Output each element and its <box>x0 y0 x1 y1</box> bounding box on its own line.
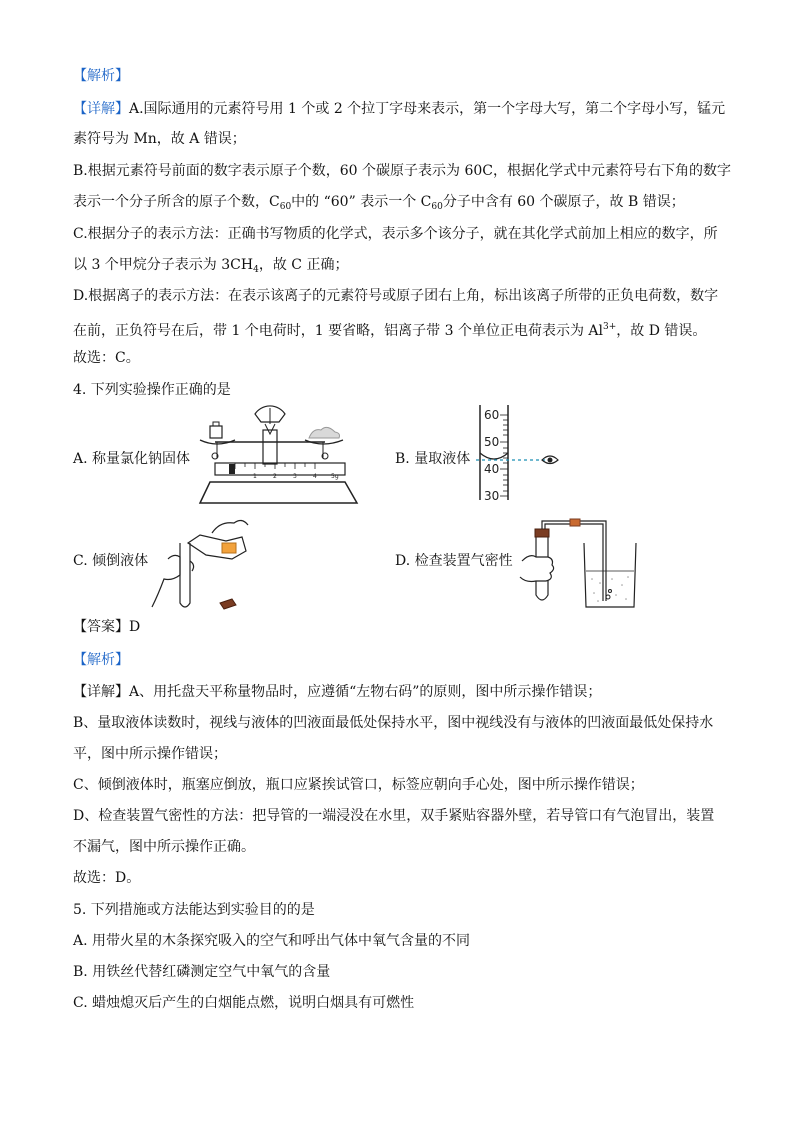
answer-choice-q4: 故选：D。 <box>73 870 141 886</box>
analysis-a-line1 <box>73 99 725 119</box>
pouring-liquid-diagram <box>150 515 250 615</box>
analysis-heading-q4: 【解析】 <box>73 652 129 668</box>
text-segment: ，故 C 正确； <box>258 257 349 273</box>
analysis-q4-c-line1: C、倾倒液体时，瓶塞应倒放，瓶口应紧挨试管口，标签应朝向手心处，图中所示操作错误； <box>73 777 644 793</box>
analysis-b-line1: B.根据元素符号前面的数字表示原子个数，60 个碳原子表示为 60C，根据化学式中元素符号右下角的数字 <box>73 163 731 179</box>
analysis-c-line2 <box>73 255 348 280</box>
analysis-a-text: A.国际通用的元素符号用 1 个或 2 个拉丁字母来表示，第一个字母大写，第二个字母小写，锰元 <box>129 101 726 117</box>
analysis-heading: 【解析】 <box>73 68 129 84</box>
option-d-label: D. 检查装置气密性 <box>395 553 513 569</box>
scale-label: 2 <box>273 473 277 480</box>
subscript: 60 <box>279 202 292 212</box>
q5-option-c: C. 蜡烛熄灭后产生的白烟能点燃，说明白烟具有可燃性 <box>73 995 415 1011</box>
subscript: 60 <box>431 202 443 212</box>
tick-label: 60 <box>484 408 500 422</box>
analysis-q4-b-line2: 平，图中所示操作错误； <box>73 746 227 762</box>
analysis-q4-d-line2: 不漏气，图中所示操作正确。 <box>73 839 255 855</box>
balance-diagram <box>195 400 365 510</box>
tick-label: 30 <box>484 489 500 503</box>
analysis-d-line1: D.根据离子的表示方法：在表示该离子的元素符号或原子团右上角，标出该离子所带的正负电荷数，数字 <box>73 288 719 304</box>
superscript: 3+ <box>603 322 617 332</box>
tick-label: 40 <box>484 462 500 476</box>
scale-label: 5g <box>331 473 339 480</box>
text-segment: 以 3 个甲烷分子表示为 3CH <box>73 257 254 273</box>
text-segment: ，故 D 错误。 <box>616 323 707 339</box>
text-segment: 分子中含有 60 个碳原子，故 B 错误； <box>442 194 685 210</box>
text-segment: 中的 “60” 表示一个 C <box>291 194 432 210</box>
question-4-stem: 4. 下列实验操作正确的是 <box>73 382 231 398</box>
analysis-d-line2 <box>73 317 706 341</box>
analysis-b-line2 <box>73 192 685 217</box>
scale-label: 1 <box>253 473 257 480</box>
option-b-label: B. 量取液体 <box>395 451 471 467</box>
subscript: 4 <box>253 265 259 275</box>
answer-choice-q3: 故选：C。 <box>73 350 140 366</box>
option-c-label: C. 倾倒液体 <box>73 553 149 569</box>
analysis-q4-a: 【详解】A、用托盘天平称量物品时，应遵循“左物右码”的原则，图中所示操作错误； <box>73 684 602 700</box>
q5-option-a: A. 用带火星的木条探究吸入的空气和呼出气体中氧气含量的不同 <box>73 933 471 949</box>
analysis-a-line2: 素符号为 Mn，故 A 错误； <box>73 131 246 147</box>
analysis-c-line1: C.根据分子的表示方法：正确书写物质的化学式，表示多个该分子，就在其化学式前加上相应的数字，所 <box>73 226 718 242</box>
answer-q4: 【答案】D <box>73 619 141 635</box>
option-a-label: A. 称量氯化钠固体 <box>73 451 191 467</box>
graduated-cylinder-diagram <box>470 405 570 505</box>
q5-option-b: B. 用铁丝代替红磷测定空气中氧气的含量 <box>73 964 331 980</box>
airtightness-check-diagram <box>530 515 640 610</box>
analysis-q4-d-line1: D、检查装置气密性的方法：把导管的一端浸没在水里，双手紧贴容器外壁，若导管口有气泡冒出，装置 <box>73 808 715 824</box>
tick-label: 50 <box>484 435 500 449</box>
detail-tag: 【详解】 <box>73 101 129 117</box>
scale-label: 3 <box>293 473 297 480</box>
scale-label: 4 <box>313 473 317 480</box>
question-5-stem: 5. 下列措施或方法能达到实验目的的是 <box>73 902 315 918</box>
text-segment: 表示一个分子所含的原子个数，C <box>73 194 280 210</box>
text-segment: 在前，正负符号在后，带 1 个电荷时，1 要省略，铝离子带 3 个单位正电荷表示为 Al <box>73 323 604 339</box>
analysis-q4-b-line1: B、量取液体读数时，视线与液体的凹液面最低处保持水平，图中视线没有与液体的凹液面最低处保持水 <box>73 715 714 731</box>
